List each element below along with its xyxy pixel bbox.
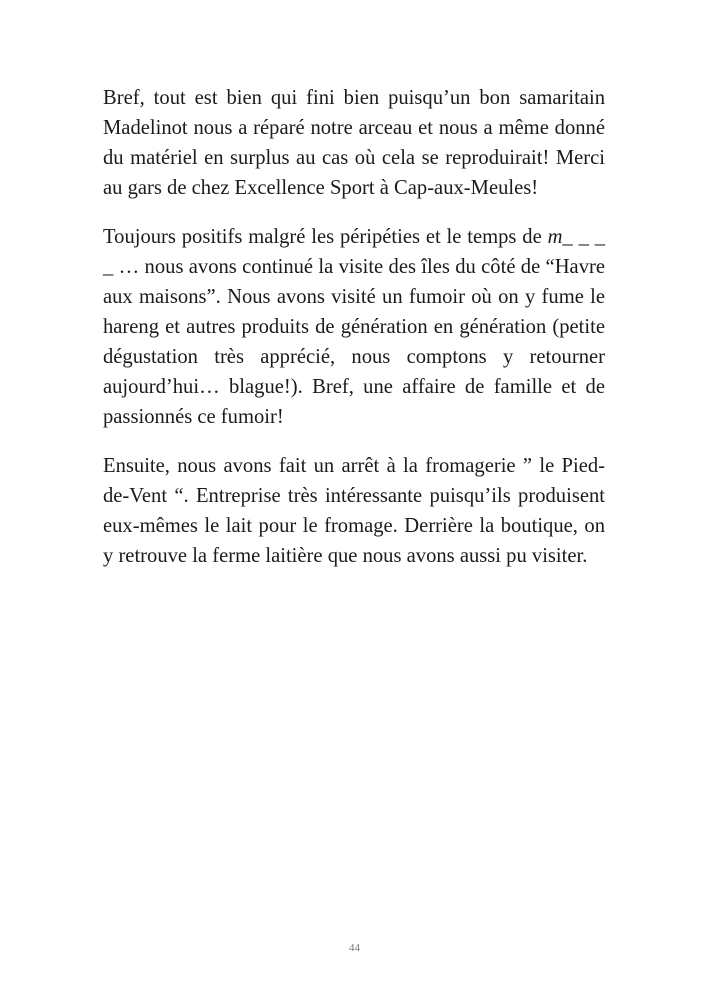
document-body: [103, 83, 605, 590]
paragraph-fumoir-start: Toujours positifs malgré les péripéties et le temps de: [103, 226, 548, 248]
page-number: 44: [349, 942, 360, 954]
paragraph-repair: Bref, tout est bien qui fini bien puisqu’un bon samaritain Madelinot nous a réparé notre arceau et nous a même donné du matériel en surplus au cas où cela se reproduirait! Merci au gars de chez Excellence Sport à Cap-aux-Meules!: [103, 87, 605, 199]
paragraph-fromagerie: Ensuite, nous avons fait un arrêt à la fromagerie ” le Pied-de-Vent “. Entreprise très intéressante puisqu’ils produisent eux-mêmes le lait pour le fromage. Derrière la boutique, on y retrouve la ferme laitière que nous avons aussi pu visiter.: [103, 455, 605, 567]
paragraph-fumoir: [103, 222, 605, 432]
paragraph-fumoir-end: … nous avons continué la visite des îles du côté de “Havre aux maisons”. Nous avons visité un fumoir où on y fume le hareng et autres produits de génération en génération (petite dégustation très apprécié, nous comptons y retourner aujourd’hui… blague!). Bref, une affaire de famille et de passionnés ce fumoir!: [103, 256, 605, 428]
paragraph-fumoir-emphasis: m_ _ _ _: [103, 226, 605, 278]
